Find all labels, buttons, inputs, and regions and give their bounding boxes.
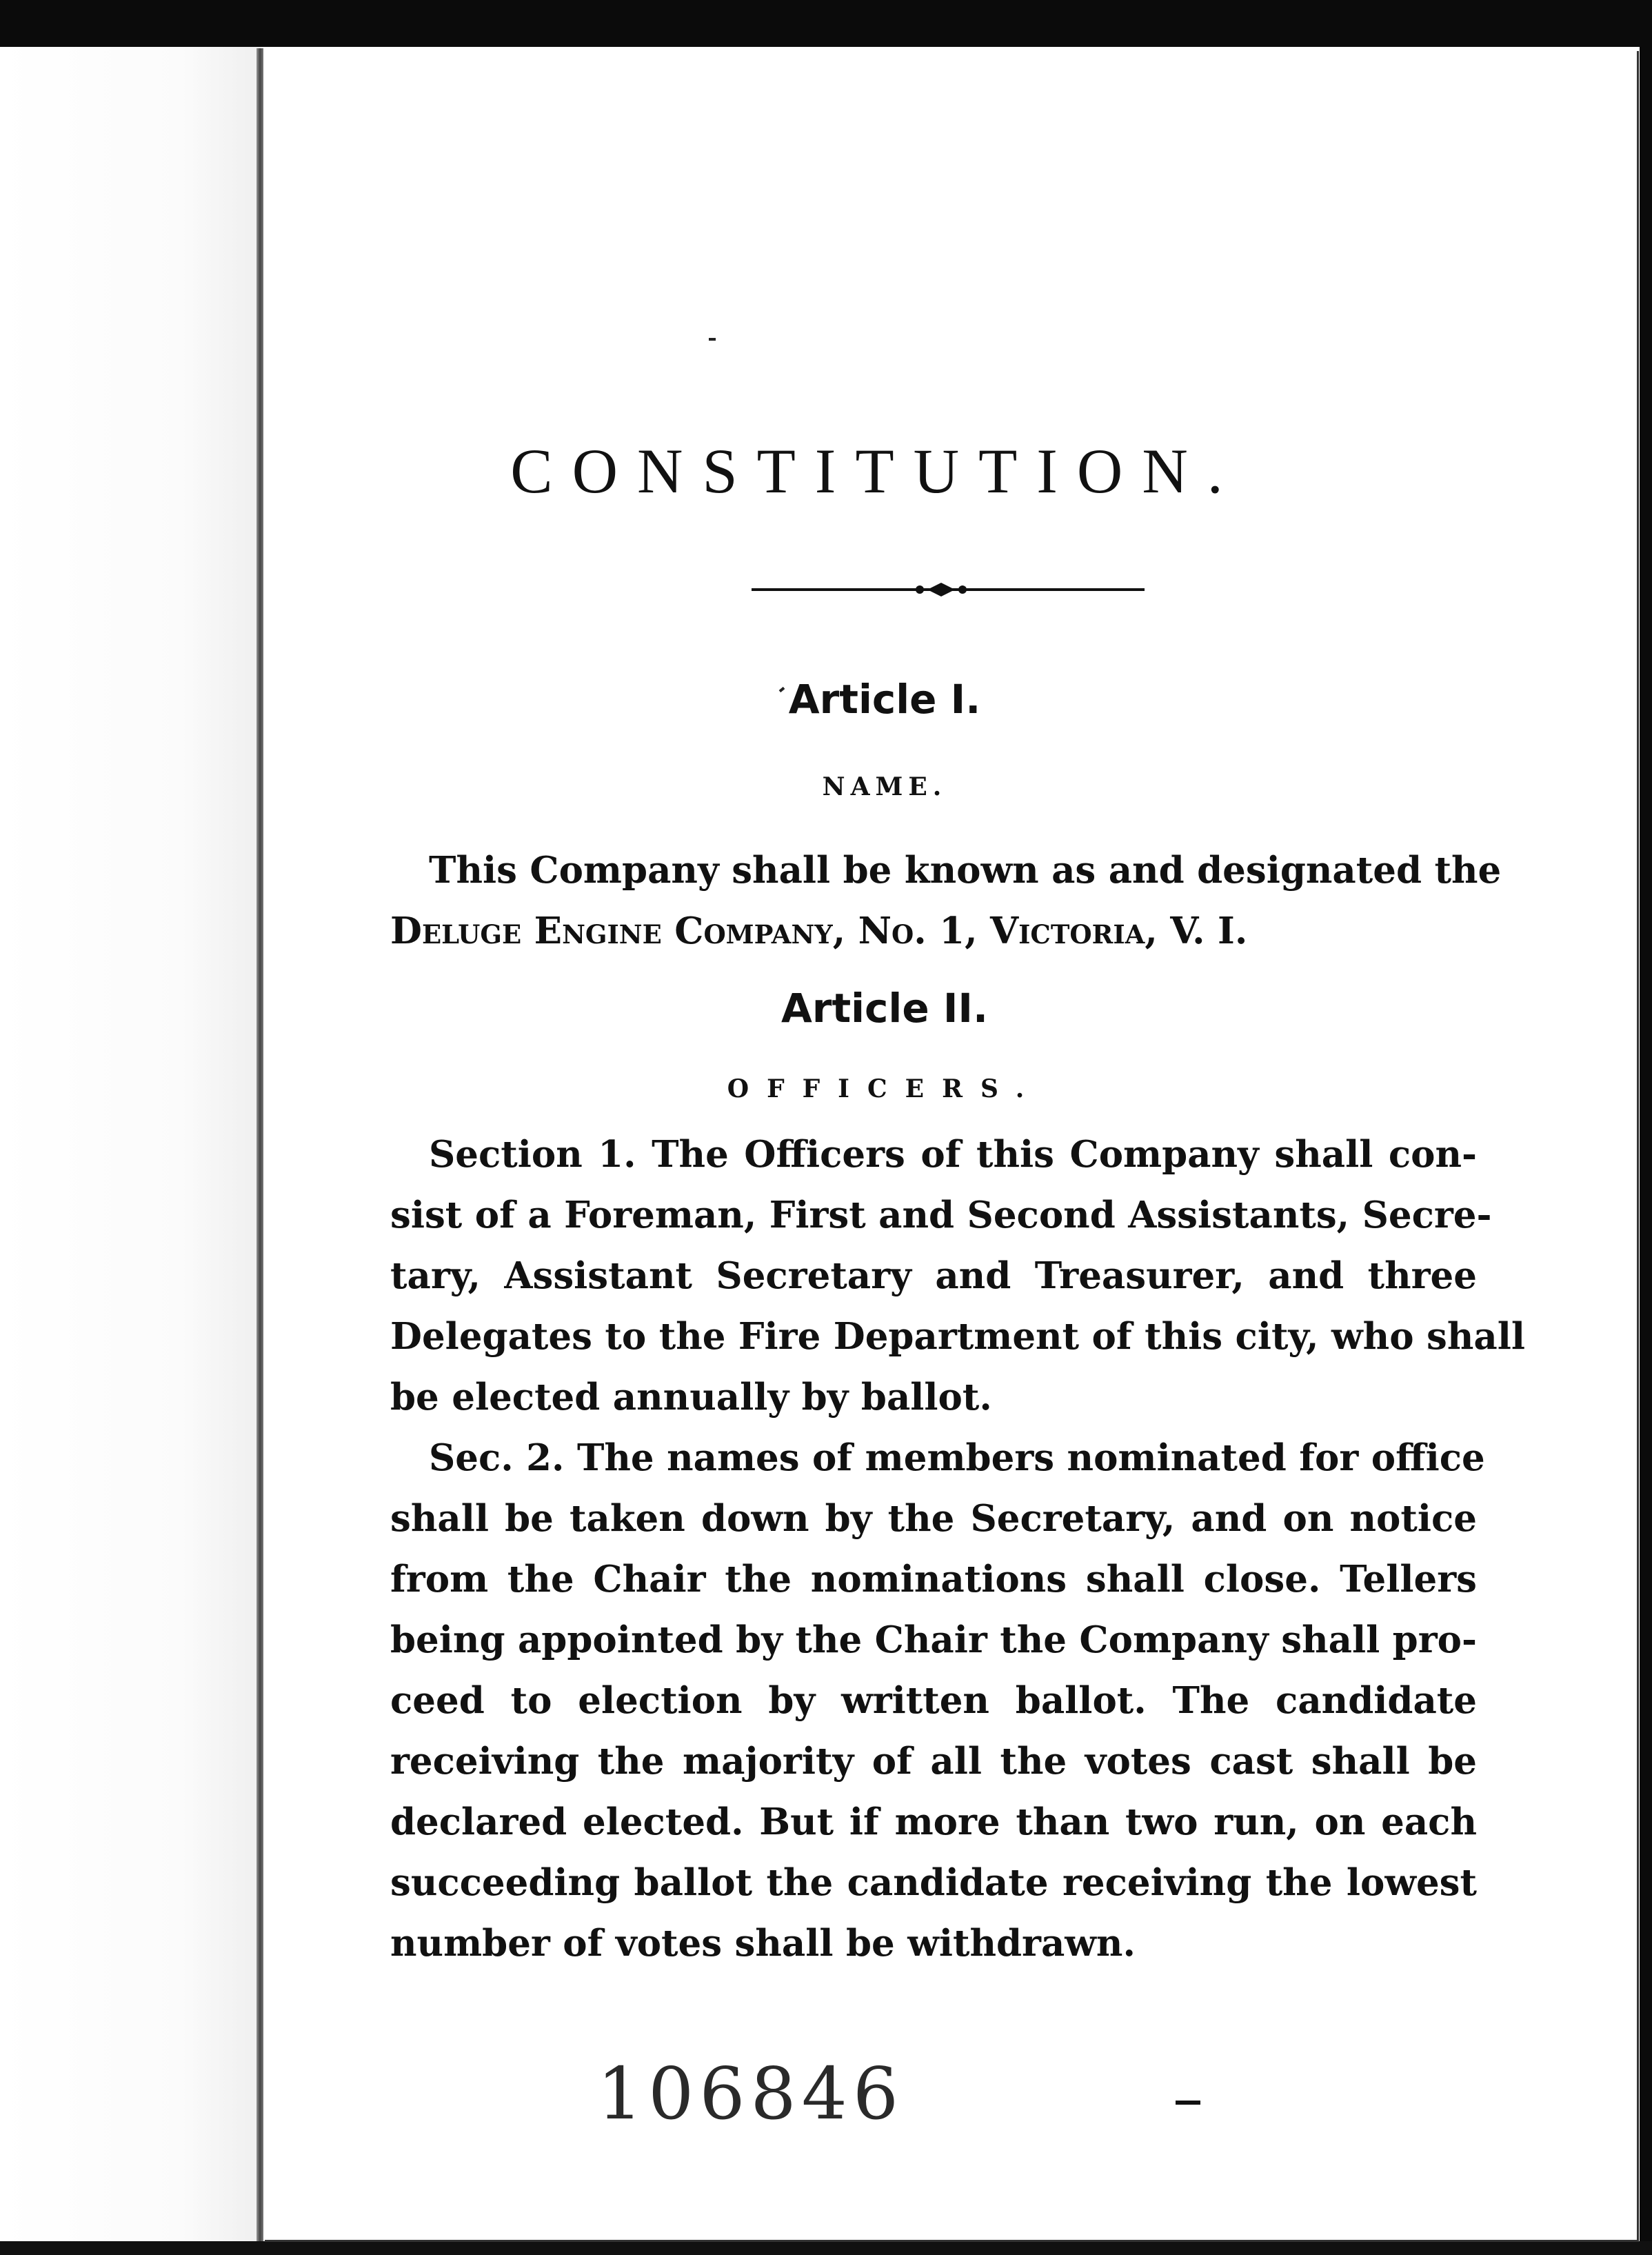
text-line: Delegates to the Fire Department of this city, who shall	[390, 1315, 1526, 1358]
stray-mark	[709, 338, 716, 341]
text-line: from the Chair the nominations shall close. Tellers	[390, 1558, 1477, 1601]
article-2-section-2	[390, 1427, 1485, 1974]
article-2-section-1	[390, 1124, 1526, 1427]
article-1-text	[390, 840, 1502, 961]
article-1-subheading: NAME.	[822, 772, 947, 801]
text-line: receiving the majority of all the votes cast shall be	[390, 1740, 1477, 1783]
ornamental-divider	[752, 579, 1145, 600]
text-line: Deluge Engine Company, No. 1, Victoria, V. I.	[390, 910, 1248, 952]
article-2-subheading: OFFICERS.	[727, 1074, 1042, 1103]
scan-right-border	[1640, 0, 1652, 2255]
text-line: Sec. 2. The names of members nominated for office	[429, 1436, 1485, 1479]
text-line: Section 1. The Officers of this Company shall con-	[429, 1133, 1477, 1176]
text-line: tary, Assistant Secretary and Treasurer, and three	[390, 1254, 1477, 1297]
page-gutter	[256, 48, 263, 2241]
text-line: shall be taken down by the Secretary, and on notice	[390, 1497, 1477, 1540]
article-1-heading: Article I.	[788, 676, 981, 723]
article-2-heading: Article II.	[780, 985, 989, 1032]
page-title: CONSTITUTION.	[510, 436, 1242, 506]
text-line: sist of a Foreman, First and Second Assistants, Secre-	[390, 1194, 1492, 1236]
accession-number-stamp: 106846	[597, 2052, 905, 2136]
text-line: being appointed by the Chair the Company shall pro-	[390, 1618, 1477, 1661]
scan-top-border	[0, 0, 1652, 47]
text-line: declared elected. But if more than two run, on each	[390, 1801, 1477, 1843]
stray-mark	[1176, 2101, 1200, 2105]
text-line: ceed to election by written ballot. The candidate	[390, 1679, 1477, 1722]
text-line: be elected annually by ballot.	[390, 1376, 992, 1419]
text-line: succeeding ballot the candidate receiving the lowest	[390, 1861, 1477, 1904]
scan-bottom-border	[0, 2241, 1652, 2255]
facing-page	[0, 47, 261, 2241]
text-line: This Company shall be known as and designated the	[429, 849, 1502, 892]
text-line: number of votes shall be withdrawn.	[390, 1922, 1136, 1965]
